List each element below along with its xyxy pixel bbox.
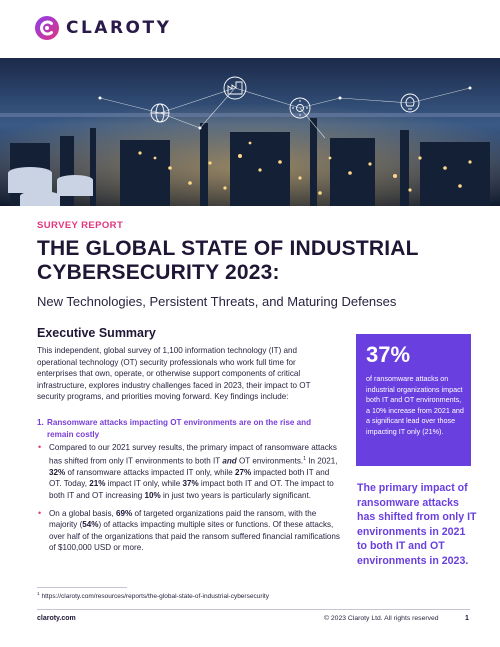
- footnote: [37, 591, 269, 600]
- hero-image: [0, 58, 500, 206]
- finding-1-heading: [37, 417, 337, 440]
- finding-number: 1.: [37, 418, 44, 427]
- finding-heading-line2: remain costly: [47, 429, 100, 439]
- footnote-divider: [37, 587, 127, 588]
- report-eyebrow: SURVEY REPORT: [37, 220, 124, 231]
- bullet-marker: •: [38, 507, 42, 518]
- page-number: 1: [465, 615, 469, 622]
- logo-wordmark: CLAROTY: [66, 18, 172, 38]
- list-item: • On a global basis, 69% of targeted organizations paid the ransom, with the majority (54%) of attacks impacting multiple sites or functions. Of these attacks, over half of the organizations that paid the ransom suffered financial ramifications of $100,000 USD or more.: [38, 507, 340, 553]
- footnote-link[interactable]: https://claroty.com/resources/reports/the-global-state-of-industrial-cybersecurity: [41, 593, 269, 601]
- executive-summary-intro: This independent, global survey of 1,100 information technology (IT) and operational technology (OT) security professionals who work full time for enterprises that own, operate, or otherwise support components of critical infrastructure, explores industry challenges faced in 2023, their impact to OT security programs, and priorities moving forward. Key findings include:: [37, 346, 311, 401]
- claroty-logo[interactable]: [34, 15, 171, 41]
- footnote-ref-link[interactable]: 1: [303, 455, 306, 462]
- finding-heading-line1: Ransomware attacks impacting OT environments are on the rise and: [47, 418, 312, 427]
- claroty-logo-mark-icon: [34, 15, 60, 41]
- report-title: THE GLOBAL STATE OF INDUSTRIAL CYBERSECURITY 2023:: [37, 237, 419, 284]
- footer-divider: [37, 609, 470, 610]
- industrial-plant-night-photo: [0, 58, 500, 206]
- finding-1-bullets: [37, 442, 340, 560]
- bullet-marker: •: [38, 442, 42, 452]
- stat-callout-card: [356, 334, 471, 466]
- footnote-number: 1: [37, 591, 40, 596]
- footer-site-link[interactable]: claroty.com: [37, 615, 76, 622]
- list-item: • Compared to our 2021 survey results, the primary impact of ransomware attacks has shifted from only IT environments to both IT and OT environments.$^1$ In 2021, 32% of ransomware attacks impacted IT only, while 27% impacted both IT and OT. Today, 21% impact IT only, while 37% impact both IT and OT. The impact to both IT and OT increasing 10% in just two years is particularly significant.: [38, 442, 338, 501]
- pull-quote: The primary impact of ransomware attacks has shifted from only IT environments in 2021 to both IT and OT environments in 2023.: [357, 482, 477, 567]
- stat-value: 37%: [366, 342, 411, 367]
- report-subtitle: New Technologies, Persistent Threats, and Maturing Defenses: [37, 294, 397, 309]
- report-title-block: [0, 206, 500, 312]
- executive-summary-heading: Executive Summary: [37, 326, 156, 340]
- page-header: [0, 0, 500, 58]
- footer-copyright: © 2023 Claroty Ltd. All rights reserved: [324, 615, 439, 622]
- stat-description: of ransomware attacks on industrial organizations impact both IT and OT environments, a 10% increase from 2021 and a significant lead over those impacting IT only (21%).: [366, 374, 464, 436]
